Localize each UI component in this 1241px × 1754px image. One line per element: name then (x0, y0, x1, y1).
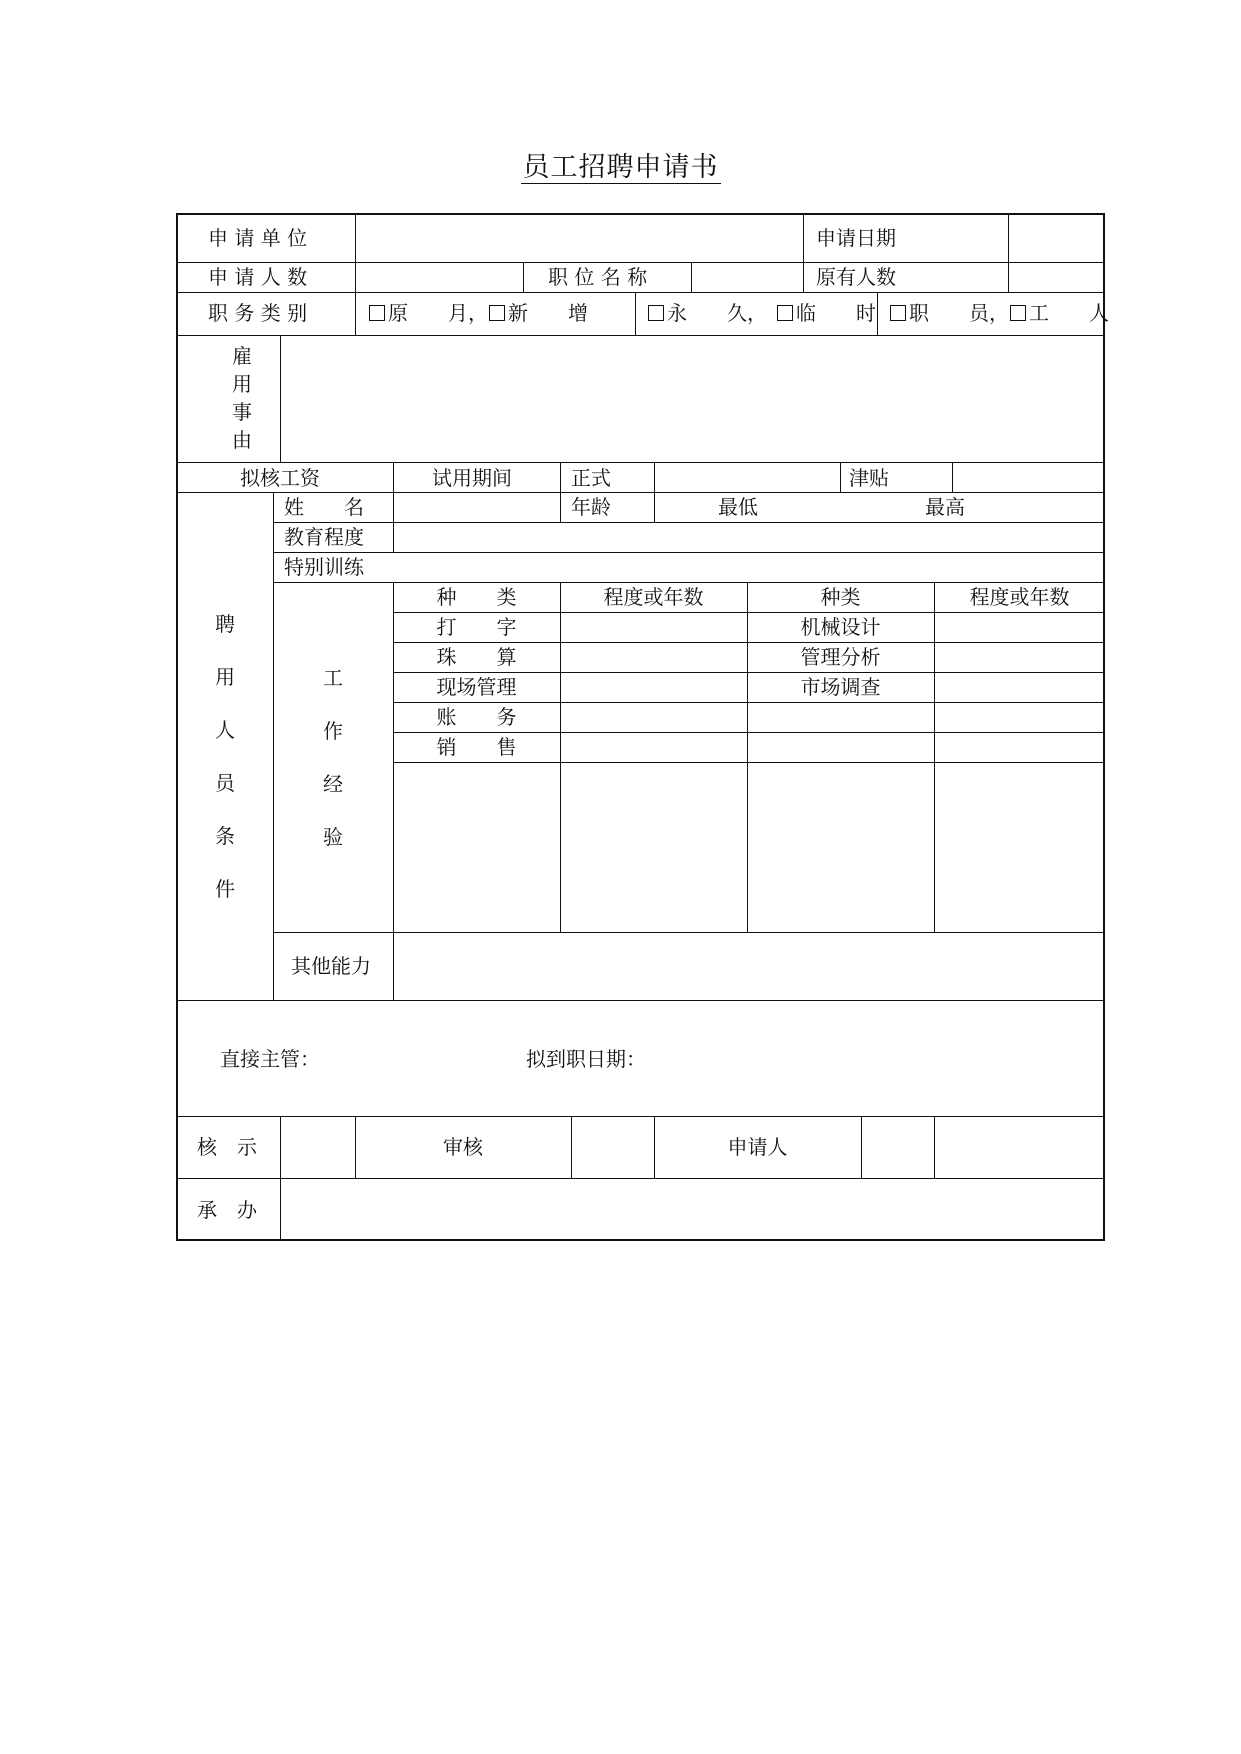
col-divider (861, 1116, 862, 1178)
job-type-label: 职 务 类 别 (208, 301, 308, 325)
existing-count-label: 原有人数 (816, 265, 896, 289)
col-divider (523, 262, 524, 292)
row-divider (273, 522, 1105, 523)
skill-management-analysis: 管理分析 (800, 645, 881, 669)
option-new-label: 新 增 (508, 301, 588, 325)
option-permanent[interactable] (648, 300, 767, 326)
option-worker-label: 工 人 (1029, 301, 1109, 325)
handler-label: 承 办 (197, 1198, 257, 1222)
row-divider (393, 672, 1105, 673)
max-label: 最高 (925, 495, 965, 519)
checkbox-icon[interactable] (1010, 305, 1026, 321)
reason-label: 雇用事由 (232, 344, 252, 452)
col-level-1: 程度或年数 (603, 585, 704, 609)
col-divider (393, 462, 394, 552)
col-level-2: 程度或年数 (969, 585, 1070, 609)
col-divider (877, 292, 878, 335)
row-divider (393, 612, 1105, 613)
col-divider (654, 462, 655, 522)
review-label: 审核 (443, 1135, 483, 1159)
col-divider (571, 1116, 572, 1178)
education-label: 教育程度 (284, 525, 364, 549)
row-divider (176, 1116, 1105, 1117)
formal-label: 正式 (571, 466, 611, 490)
checkbox-icon[interactable] (777, 305, 793, 321)
option-temporary-label: 临 时 (796, 301, 876, 325)
other-ability-label: 其他能力 (291, 954, 371, 978)
option-original-label: 原 月， (388, 301, 488, 325)
col-divider (560, 582, 561, 932)
option-staff-label: 职 员， (909, 301, 1009, 325)
min-label: 最低 (718, 495, 758, 519)
checkbox-icon[interactable] (489, 305, 505, 321)
row-divider (176, 262, 1105, 263)
conditions-label: 聘用人员条件 (215, 612, 235, 901)
checkbox-icon[interactable] (648, 305, 664, 321)
skill-mechanical-design: 机械设计 (800, 615, 881, 639)
skill-sales: 销 售 (436, 735, 517, 759)
row-divider (393, 732, 1105, 733)
row-divider (176, 462, 1105, 463)
row-divider (176, 292, 1105, 293)
row-divider (176, 1000, 1105, 1001)
probation-label: 试用期间 (432, 466, 512, 490)
option-worker[interactable] (1010, 300, 1109, 326)
apply-unit-label: 申 请 单 位 (208, 226, 308, 250)
col-type-1: 种 类 (436, 585, 517, 609)
skill-market-research: 市场调查 (800, 675, 881, 699)
skill-abacus: 珠 算 (436, 645, 517, 669)
option-permanent-label: 永 久， (667, 301, 767, 325)
approve-label: 核 示 (197, 1135, 257, 1159)
form-title-text: 员工招聘申请书 (522, 152, 719, 183)
row-divider (393, 702, 1105, 703)
row-divider (176, 335, 1105, 336)
col-divider (355, 213, 356, 335)
checkbox-icon[interactable] (369, 305, 385, 321)
training-label: 特别训练 (284, 555, 364, 579)
col-divider (934, 1116, 935, 1178)
option-staff[interactable] (890, 300, 1009, 326)
skill-site-management: 现场管理 (436, 675, 517, 699)
option-temporary[interactable] (777, 300, 876, 326)
allowance-label: 津贴 (849, 466, 889, 490)
col-divider (273, 492, 274, 1000)
col-divider (635, 292, 636, 335)
row-divider (273, 552, 1105, 553)
col-divider (280, 1116, 281, 1241)
skill-accounting: 账 务 (436, 705, 517, 729)
col-divider (560, 462, 561, 522)
row-divider (393, 642, 1105, 643)
row-divider (176, 492, 1105, 493)
checkbox-icon[interactable] (890, 305, 906, 321)
experience-label: 工作经验 (323, 666, 343, 849)
age-label: 年龄 (571, 495, 611, 519)
col-divider (1008, 213, 1009, 292)
apply-date-label: 申请日期 (816, 226, 896, 250)
apply-count-label: 申 请 人 数 (208, 265, 308, 289)
row-divider (273, 582, 1105, 583)
row-divider (393, 762, 1105, 763)
start-date-label: 拟到职日期： (526, 1047, 646, 1071)
col-divider (840, 462, 841, 492)
option-original[interactable] (369, 300, 488, 326)
col-divider (280, 335, 281, 462)
col-type-2: 种类 (820, 585, 861, 609)
row-divider (176, 1178, 1105, 1179)
col-divider (691, 262, 692, 292)
col-divider (934, 582, 935, 932)
row-divider (273, 932, 1105, 933)
skill-typing: 打 字 (436, 615, 517, 639)
form-table (176, 213, 1105, 1241)
position-name-label: 职 位 名 称 (548, 265, 648, 289)
supervisor-label: 直接主管： (220, 1047, 320, 1071)
salary-label: 拟核工资 (240, 466, 320, 490)
col-divider (952, 462, 953, 492)
col-divider (803, 213, 804, 292)
form-title (0, 150, 1241, 186)
applicant-label: 申请人 (727, 1135, 788, 1159)
option-new[interactable] (489, 300, 588, 326)
name-label: 姓 名 (284, 495, 364, 519)
